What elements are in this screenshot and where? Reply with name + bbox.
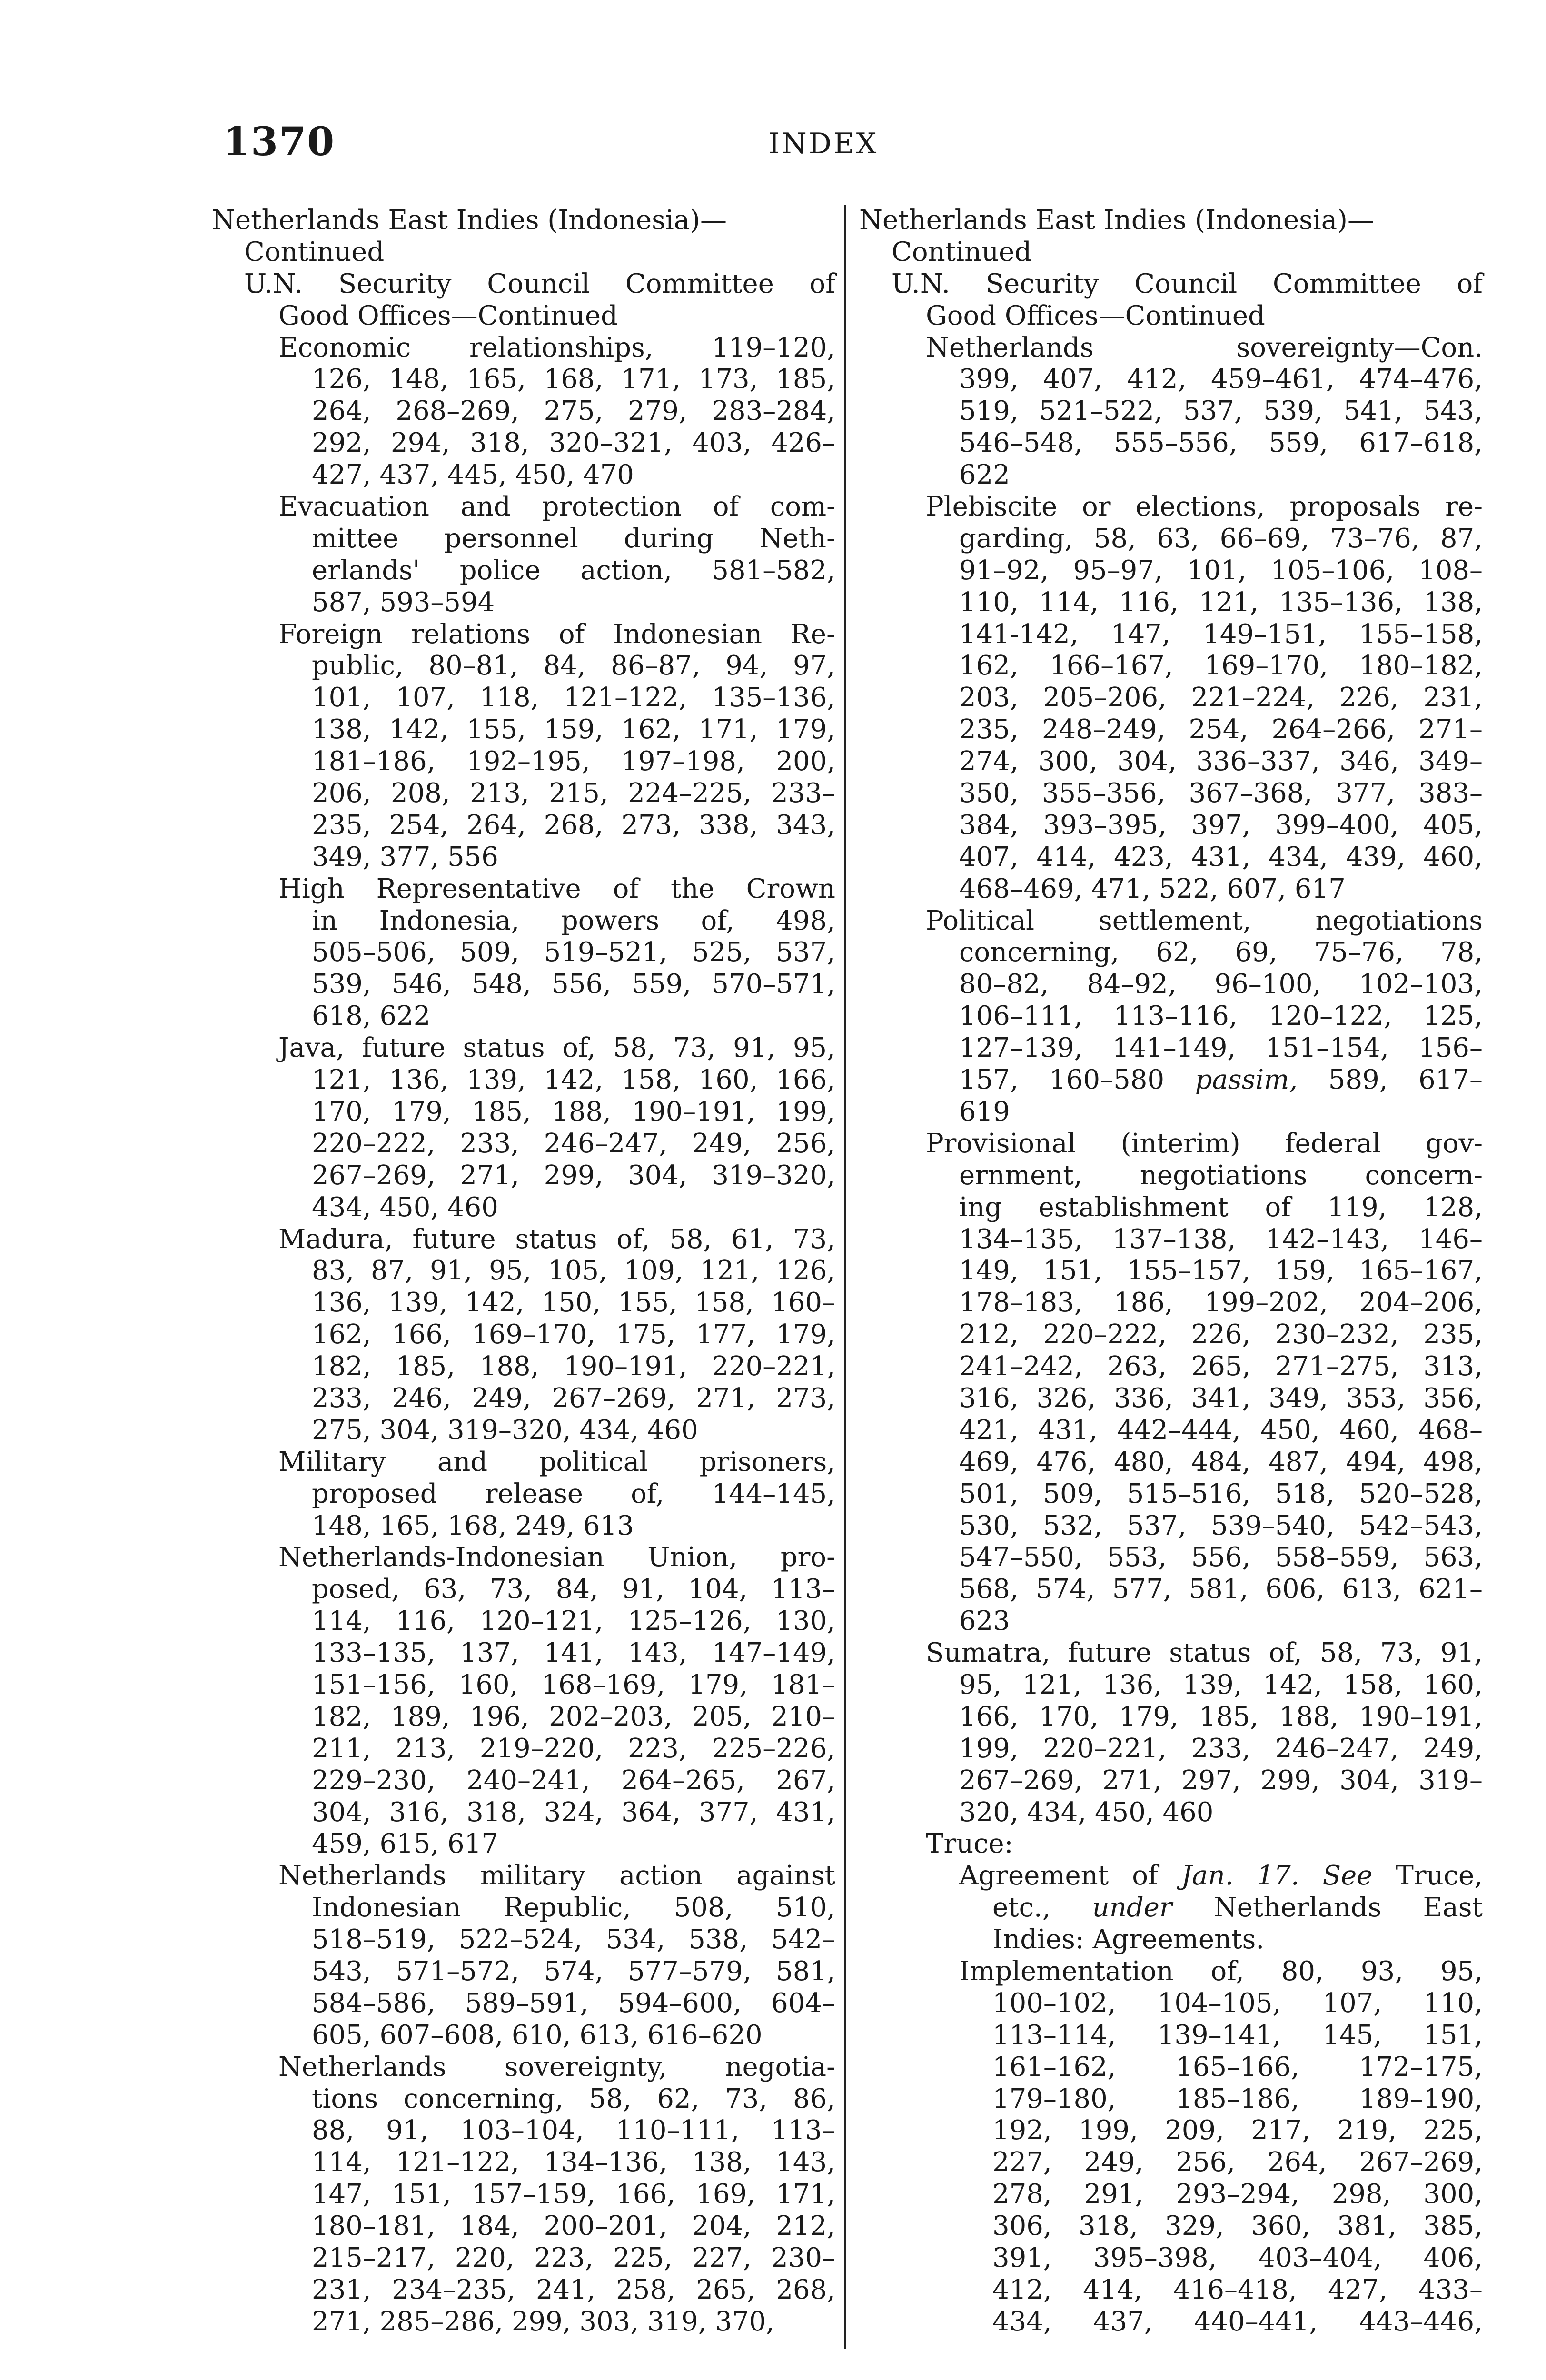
sub-heading-continued: Good Offices—Continued	[278, 300, 618, 331]
entry-foreign-line: 181–186, 192–195, 197–198, 200,	[312, 746, 835, 777]
entry-provisional-line: 547–550, 553, 556, 558–559, 563,	[959, 1542, 1483, 1573]
entry-sov-con-line: 622	[959, 459, 1010, 491]
entry-union-line: 133–135, 137, 141, 143, 147–149,	[312, 1637, 835, 1669]
entry-high_rep-line: in Indonesia, powers of, 498,	[312, 905, 835, 936]
truce-agreement-line	[859, 1860, 1483, 1892]
entry-union-line: Netherlands-Indonesian Union, pro-	[278, 1542, 835, 1573]
entry-union-line: 304, 316, 318, 324, 364, 377, 431,	[312, 1796, 835, 1828]
truce-heading: Truce:	[926, 1828, 1013, 1860]
entry-provisional-line: 469, 476, 480, 484, 487, 494, 498,	[959, 1446, 1483, 1478]
entry-high_rep-line: 505–506, 509, 519–521, 525, 537,	[312, 937, 835, 968]
entry-foreign-line: 101, 107, 118, 121–122, 135–136,	[312, 682, 835, 714]
entry-implementation-line: 179–180, 185–186, 189–190,	[992, 2083, 1483, 2114]
entry-plebiscite-line: 141-142, 147, 149–151, 155–158,	[959, 618, 1483, 650]
entry-madura-line: 275, 304, 319–320, 434, 460	[312, 1414, 698, 1446]
entry-union-line: 229–230, 240–241, 264–265, 267,	[312, 1765, 835, 1796]
entry-econ-line: 264, 268–269, 275, 279, 283–284,	[312, 396, 835, 427]
entry-sov-con-line: Netherlands sovereignty—Con.	[926, 332, 1483, 363]
main-heading: Netherlands East Indies (Indonesia)—	[212, 205, 727, 236]
entry-provisional-line: ing establishment of 119, 128,	[959, 1191, 1483, 1223]
entry-implementation-line: 227, 249, 256, 264, 267–269,	[992, 2147, 1483, 2178]
entry-foreign-line: 235, 254, 264, 268, 273, 338, 343,	[312, 809, 835, 841]
entry-madura-line: 162, 166, 169–170, 175, 177, 179,	[312, 1319, 835, 1350]
entry-java-line: 434, 450, 460	[312, 1191, 498, 1223]
entry-plebiscite-line: 407, 414, 423, 431, 434, 439, 460,	[959, 841, 1483, 873]
entry-implementation-line: 391, 395–398, 403–404, 406,	[992, 2242, 1483, 2273]
entry-implementation-line: 100–102, 104–105, 107, 110,	[992, 1987, 1483, 2019]
sub-heading: U.N. Security Council Committee of	[244, 268, 835, 299]
entry-military-line: proposed release of, 144–145,	[312, 1478, 835, 1509]
entry-provisional-line: 316, 326, 336, 341, 349, 353, 356,	[959, 1382, 1483, 1414]
entry-plebiscite-line: 350, 355–356, 367–368, 377, 383–	[959, 778, 1483, 809]
entry-sovereignty-line: 180–181, 184, 200–201, 204, 212,	[312, 2211, 835, 2242]
entry-econ-line: 427, 437, 445, 450, 470	[312, 459, 634, 491]
entry-sovereignty-line: 88, 91, 103–104, 110–111, 113–	[312, 2115, 835, 2146]
entry-sumatra-line: 166, 170, 179, 185, 188, 190–191,	[959, 1701, 1483, 1732]
entry-sovereignty-line: 114, 121–122, 134–136, 138, 143,	[312, 2147, 835, 2178]
entry-high_rep-line: High Representative of the Crown	[278, 873, 835, 904]
agreement-text: Agreement of	[959, 1860, 1181, 1892]
entry-plebiscite-line: 203, 205–206, 221–224, 226, 231,	[959, 682, 1483, 714]
entry-madura-line: 233, 246, 249, 267–269, 271, 273,	[312, 1382, 835, 1414]
entry-java-line: 267–269, 271, 299, 304, 319–320,	[312, 1160, 835, 1191]
entry-political-line: 80–82, 84–92, 96–100, 102–103,	[959, 969, 1483, 1000]
entry-mil_action-line: 584–586, 589–591, 594–600, 604–	[312, 1987, 835, 2019]
entry-implementation-line: 113–114, 139–141, 145, 151,	[992, 2019, 1483, 2051]
entry-high_rep-line: 539, 546, 548, 556, 559, 570–571,	[312, 969, 835, 1000]
entry-sumatra-line: 267–269, 271, 297, 299, 304, 319–	[959, 1765, 1483, 1796]
sub-heading-continued: Good Offices—Continued	[926, 300, 1265, 331]
main-heading: Netherlands East Indies (Indonesia)—	[859, 205, 1374, 236]
entry-evac-line: erlands' police action, 581–582,	[312, 555, 835, 586]
entry-political-line: 106–111, 113–116, 120–122, 125,	[959, 1001, 1483, 1032]
entry-provisional-line: 149, 151, 155–157, 159, 165–167,	[959, 1255, 1483, 1287]
entry-union-line: 459, 615, 617	[312, 1828, 498, 1860]
entry-military-line: Military and political prisoners,	[278, 1446, 835, 1478]
entry-foreign-line: 349, 377, 556	[312, 841, 498, 873]
agreement-etc: etc.,	[992, 1892, 1092, 1924]
entry-implementation-line: Implementation of, 80, 93, 95,	[959, 1955, 1483, 1987]
entry-union-line: posed, 63, 73, 84, 91, 104, 113–	[312, 1574, 835, 1605]
entry-sumatra-line: 95, 121, 136, 139, 142, 158, 160,	[959, 1669, 1483, 1700]
entry-provisional-line: Provisional (interim) federal gov-	[926, 1128, 1483, 1159]
entry-implementation-line: 412, 414, 416–418, 427, 433–	[992, 2274, 1483, 2305]
entry-implementation-line: 434, 437, 440–441, 443–446,	[992, 2306, 1483, 2337]
entry-provisional-line: 421, 431, 442–444, 450, 460, 468–	[959, 1414, 1483, 1446]
entry-foreign-line: 138, 142, 155, 159, 162, 171, 179,	[312, 714, 835, 745]
entry-plebiscite-line: 162, 166–167, 169–170, 180–182,	[959, 650, 1483, 682]
entry-sumatra-line: Sumatra, future status of, 58, 73, 91,	[926, 1637, 1483, 1669]
entry-provisional-line: 178–183, 186, 199–202, 204–206,	[959, 1287, 1483, 1319]
entry-econ-line: Economic relationships, 119–120,	[278, 332, 835, 363]
main-heading-continued: Continued	[892, 236, 1032, 268]
truce-agreement-line: Indies: Agreements.	[992, 1924, 1265, 1955]
entry-union-line: 211, 213, 219–220, 223, 225–226,	[312, 1733, 835, 1764]
agreement-date: Jan. 17.	[1181, 1860, 1299, 1892]
entry-sumatra-line: 320, 434, 450, 460	[959, 1796, 1214, 1828]
political-pages-end: 589, 617–	[1298, 1064, 1483, 1096]
entry-union-line: 151–156, 160, 168–169, 179, 181–	[312, 1669, 835, 1700]
entry-madura-line: 182, 185, 188, 190–191, 220–221,	[312, 1351, 835, 1382]
entry-sovereignty-line: 147, 151, 157–159, 166, 169, 171,	[312, 2179, 835, 2210]
entry-implementation-line: 161–162, 165–166, 172–175,	[992, 2051, 1483, 2082]
entry-political-line: Political settlement, negotiations	[926, 905, 1483, 936]
entry-econ-line: 126, 148, 165, 168, 171, 173, 185,	[312, 364, 835, 395]
entry-political-line: 127–139, 141–149, 151–154, 156–	[959, 1032, 1483, 1064]
truce-agreement-line	[859, 1892, 1483, 1924]
entry-foreign-line: public, 80–81, 84, 86–87, 94, 97,	[312, 650, 835, 682]
entry-madura-line: 136, 139, 142, 150, 155, 158, 160–	[312, 1287, 835, 1319]
entry-plebiscite-line: 384, 393–395, 397, 399–400, 405,	[959, 809, 1483, 841]
entry-java-line: 220–222, 233, 246–247, 249, 256,	[312, 1128, 835, 1159]
entry-high_rep-line: 618, 622	[312, 1001, 431, 1032]
entry-evac-line: Evacuation and protection of com-	[278, 491, 835, 523]
entry-plebiscite-line: 110, 114, 116, 121, 135–136, 138,	[959, 586, 1483, 618]
entry-econ-line: 292, 294, 318, 320–321, 403, 426–	[312, 427, 835, 459]
entry-mil_action-line: 543, 571–572, 574, 577–579, 581,	[312, 1955, 835, 1987]
entry-provisional-line: 134–135, 137–138, 142–143, 146–	[959, 1223, 1483, 1255]
entry-java-line: 170, 179, 185, 188, 190–191, 199,	[312, 1096, 835, 1127]
entry-madura-line: 83, 87, 91, 95, 105, 109, 121, 126,	[312, 1255, 835, 1287]
entry-sov-con-line: 546–548, 555–556, 559, 617–618,	[959, 427, 1483, 459]
entry-sovereignty-line: 231, 234–235, 241, 258, 265, 268,	[312, 2274, 835, 2305]
page-number: 1370	[223, 119, 336, 165]
entry-foreign-line: 206, 208, 213, 215, 224–225, 233–	[312, 778, 835, 809]
entry-plebiscite-line: 274, 300, 304, 336–337, 346, 349–	[959, 746, 1483, 777]
entry-provisional-line: 623	[959, 1606, 1010, 1637]
entry-sov-con-line: 519, 521–522, 537, 539, 541, 543,	[959, 396, 1483, 427]
entry-political-line	[859, 1064, 1483, 1096]
entry-sovereignty-line: tions concerning, 58, 62, 73, 86,	[312, 2083, 835, 2114]
entry-sovereignty-line: 271, 285–286, 299, 303, 319, 370,	[312, 2306, 775, 2337]
entry-foreign-line: Foreign relations of Indonesian Re-	[278, 618, 835, 650]
entry-provisional-line: 568, 574, 577, 581, 606, 613, 621–	[959, 1574, 1483, 1605]
agreement-ref-2: Netherlands East	[1172, 1892, 1483, 1924]
entry-provisional-line: 212, 220–222, 226, 230–232, 235,	[959, 1319, 1483, 1350]
entry-java-line: Java, future status of, 58, 73, 91, 95,	[278, 1032, 835, 1064]
entry-sovereignty-line: Netherlands sovereignty, negotia-	[278, 2051, 835, 2082]
right-column	[859, 205, 1483, 2338]
entry-plebiscite-line: Plebiscite or elections, proposals re-	[926, 491, 1483, 523]
entry-mil_action-line: 518–519, 522–524, 534, 538, 542–	[312, 1924, 835, 1955]
entry-political-line: 619	[959, 1096, 1010, 1127]
column-divider	[844, 205, 846, 2349]
entry-mil_action-line: Indonesian Republic, 508, 510,	[312, 1892, 835, 1924]
entry-provisional-line: 501, 509, 515–516, 518, 520–528,	[959, 1478, 1483, 1509]
running-head: INDEX	[768, 127, 879, 160]
entry-provisional-line: 241–242, 263, 265, 271–275, 313,	[959, 1351, 1483, 1382]
entry-implementation-line: 192, 199, 209, 217, 219, 225,	[992, 2115, 1483, 2146]
entry-military-line: 148, 165, 168, 249, 613	[312, 1510, 634, 1541]
political-pages: 157, 160–580	[959, 1064, 1195, 1096]
entry-evac-line: 587, 593–594	[312, 586, 495, 618]
agreement-see: See	[1299, 1860, 1373, 1892]
entry-plebiscite-line: 91–92, 95–97, 101, 105–106, 108–	[959, 555, 1483, 586]
entry-provisional-line: 530, 532, 537, 539–540, 542–543,	[959, 1510, 1483, 1541]
entry-implementation-line: 278, 291, 293–294, 298, 300,	[992, 2179, 1483, 2210]
political-passim: passim,	[1195, 1064, 1298, 1096]
entry-union-line: 114, 116, 120–121, 125–126, 130,	[312, 1606, 835, 1637]
entry-plebiscite-line: 468–469, 471, 522, 607, 617	[959, 873, 1346, 904]
entry-sovereignty-line: 215–217, 220, 223, 225, 227, 230–	[312, 2242, 835, 2273]
entry-plebiscite-line: 235, 248–249, 254, 264–266, 271–	[959, 714, 1483, 745]
entry-implementation-line: 306, 318, 329, 360, 381, 385,	[992, 2211, 1483, 2242]
entry-evac-line: mittee personnel during Neth-	[312, 523, 835, 554]
entry-sumatra-line: 199, 220–221, 233, 246–247, 249,	[959, 1733, 1483, 1764]
entry-provisional-line: ernment, negotiations concern-	[959, 1160, 1483, 1191]
agreement-ref: Truce,	[1372, 1860, 1483, 1892]
entry-political-line: concerning, 62, 69, 75–76, 78,	[959, 937, 1483, 968]
entry-plebiscite-line: garding, 58, 63, 66–69, 73–76, 87,	[959, 523, 1483, 554]
entry-java-line: 121, 136, 139, 142, 158, 160, 166,	[312, 1064, 835, 1096]
entry-sov-con-line: 399, 407, 412, 459–461, 474–476,	[959, 364, 1483, 395]
entry-madura-line: Madura, future status of, 58, 61, 73,	[278, 1223, 835, 1255]
entry-union-line: 182, 189, 196, 202–203, 205, 210–	[312, 1701, 835, 1732]
entry-mil_action-line: 605, 607–608, 610, 613, 616–620	[312, 2019, 763, 2051]
agreement-under: under	[1092, 1892, 1172, 1924]
left-column	[212, 205, 835, 2338]
entry-mil_action-line: Netherlands military action against	[278, 1860, 835, 1892]
main-heading-continued: Continued	[244, 236, 385, 268]
sub-heading: U.N. Security Council Committee of	[892, 268, 1483, 299]
